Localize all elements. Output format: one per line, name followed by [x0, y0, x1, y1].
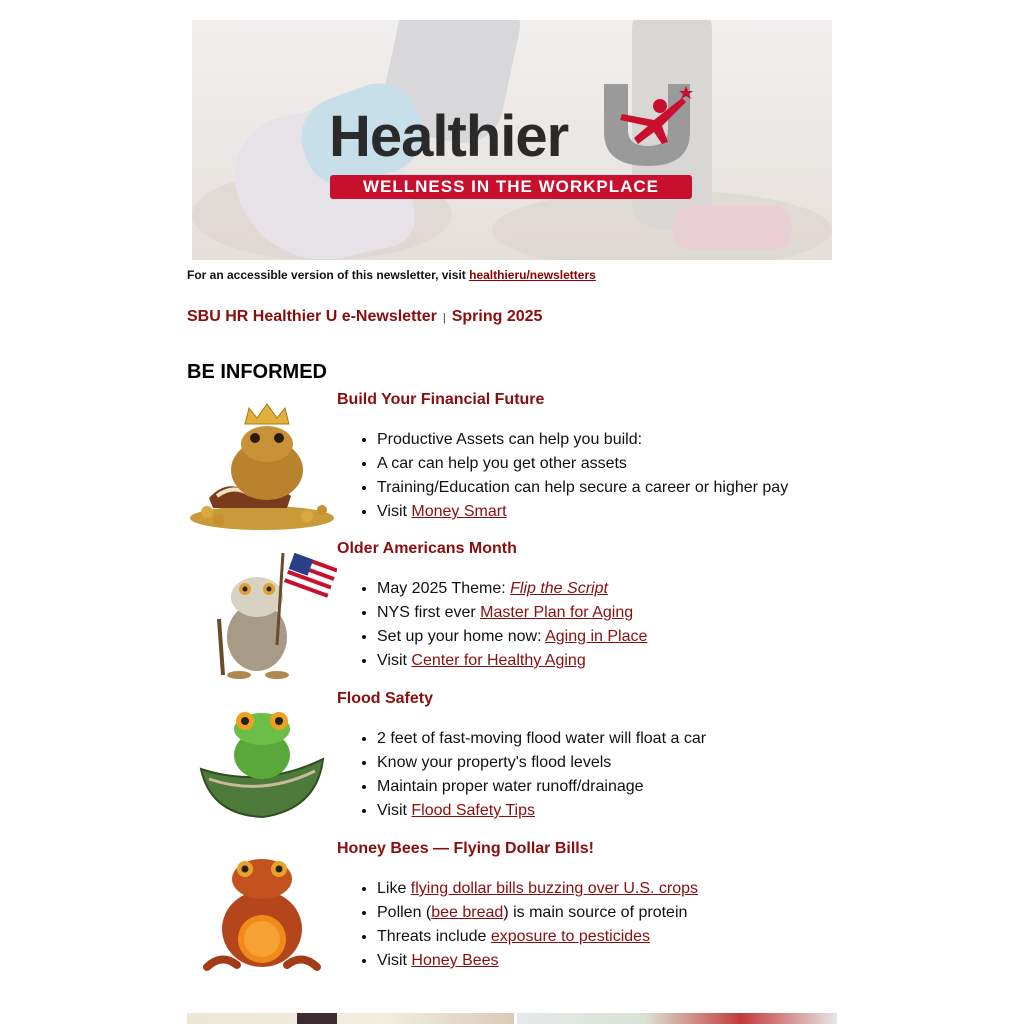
article-bullets — [337, 877, 698, 973]
article-bullets — [337, 727, 706, 823]
bee-bread-link[interactable]: bee bread — [431, 904, 504, 921]
article-title: Honey Bees — Flying Dollar Bills! — [337, 840, 594, 857]
list-item: • May 2025 Theme: Flip the Script — [377, 577, 647, 601]
frog-with-honeycomb-icon — [187, 849, 337, 984]
list-item: • Like flying dollar bills buzzing over U.S. crops — [377, 877, 698, 901]
aging-in-place-link[interactable]: Aging in Place — [545, 628, 648, 645]
honey-bees-link[interactable]: Honey Bees — [411, 952, 499, 969]
list-item: • Pollen (bee bread) is main source of protein — [377, 901, 698, 925]
list-item: • Maintain proper water runoff/drainage — [377, 775, 706, 799]
logo-wordmark: Healthier — [329, 104, 569, 169]
article-bullets — [337, 577, 647, 673]
list-item: • Visit Money Smart — [377, 500, 788, 524]
list-item: • Training/Education can help secure a career or higher pay — [377, 476, 788, 500]
list-item: • Productive Assets can help you build: — [377, 428, 788, 452]
bottom-image-left — [187, 1013, 514, 1024]
article-title: Older Americans Month — [337, 540, 517, 557]
flood-safety-tips-link[interactable]: Flood Safety Tips — [411, 802, 536, 819]
list-item: • Visit Center for Healthy Aging — [377, 649, 647, 673]
healthier-u-logo-icon — [602, 80, 694, 166]
master-plan-for-aging-link[interactable]: Master Plan for Aging — [480, 604, 634, 621]
bottom-image-right — [517, 1013, 837, 1024]
article-title: Build Your Financial Future — [337, 391, 545, 408]
list-item: • Visit Flood Safety Tips — [377, 799, 706, 823]
list-item: • NYS first ever Master Plan for Aging — [377, 601, 647, 625]
list-item: • Know your property's flood levels — [377, 751, 706, 775]
flip-the-script-link[interactable]: Flip the Script — [510, 580, 608, 597]
flying-dollar-bills-link[interactable]: flying dollar bills buzzing over U.S. crops — [410, 880, 699, 897]
newsletter-banner — [192, 20, 832, 260]
frog-with-flag-icon — [187, 549, 337, 684]
list-item: • 2 feet of fast-moving flood water will float a car — [377, 727, 706, 751]
center-for-healthy-aging-link[interactable]: Center for Healthy Aging — [411, 652, 586, 669]
frog-in-boat-icon — [187, 699, 337, 834]
section-heading: BE INFORMED — [187, 361, 327, 383]
list-item: • A car can help you get other assets — [377, 452, 788, 476]
newsletters-link[interactable]: healthieru/newsletters — [469, 268, 596, 282]
money-smart-link[interactable]: Money Smart — [411, 503, 507, 520]
logo-tagline: WELLNESS IN THE WORKPLACE — [330, 175, 692, 199]
list-item: • Threats include exposure to pesticides — [377, 925, 698, 949]
exposure-to-pesticides-link[interactable]: exposure to pesticides — [490, 928, 651, 945]
issue-title: SBU HR Healthier U e-Newsletter | Spring 2025 — [187, 308, 543, 325]
list-item: • Set up your home now: Aging in Place — [377, 625, 647, 649]
list-item: • Visit Honey Bees — [377, 949, 698, 973]
article-title: Flood Safety — [337, 690, 434, 707]
accessible-version-notice: For an accessible version of this newsletter, visit healthieru/newsletters — [187, 268, 596, 282]
crowned-frog-icon — [187, 400, 337, 535]
article-bullets — [337, 428, 788, 524]
